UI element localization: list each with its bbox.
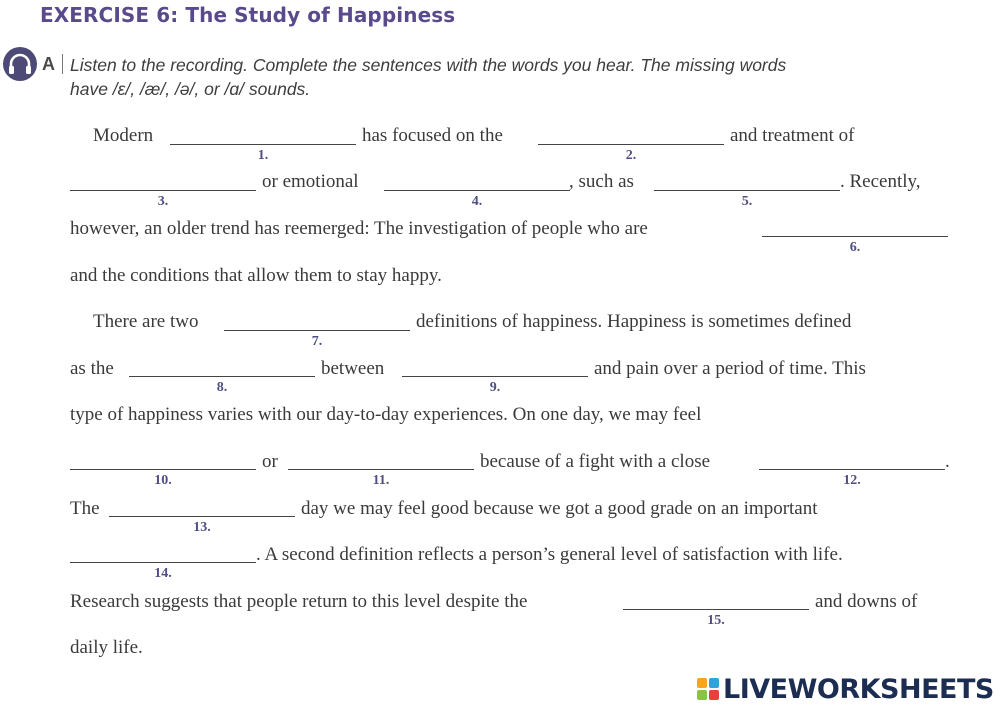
passage-text: between xyxy=(321,358,385,379)
blank-6[interactable] xyxy=(762,236,948,237)
passage-text: definitions of happiness. Happiness is sometimes defined xyxy=(416,311,852,332)
blank-number-15: 15. xyxy=(707,613,725,628)
blank-1[interactable] xyxy=(170,144,356,145)
blank-number-3: 3. xyxy=(157,194,169,209)
passage-text: , such as xyxy=(569,171,634,192)
blank-number-1: 1. xyxy=(257,148,269,163)
logo-icon xyxy=(697,678,719,700)
passage-text: and treatment of xyxy=(730,125,855,146)
blank-number-13: 13. xyxy=(193,520,211,535)
blank-number-5: 5. xyxy=(741,194,753,209)
blank-9[interactable] xyxy=(402,376,588,377)
blank-number-6: 6. xyxy=(849,240,861,255)
blank-12[interactable] xyxy=(759,469,945,470)
passage-text: because of a fight with a close xyxy=(480,451,711,472)
passage-text: The xyxy=(70,498,100,519)
logo-text: LIVEWORKSHEETS xyxy=(723,673,994,705)
blank-8[interactable] xyxy=(129,376,315,377)
blank-number-7: 7. xyxy=(311,334,323,349)
blank-10[interactable] xyxy=(70,469,256,470)
blank-number-10: 10. xyxy=(154,473,172,488)
blank-11[interactable] xyxy=(288,469,474,470)
blank-number-2: 2. xyxy=(625,148,637,163)
blank-5[interactable] xyxy=(654,190,840,191)
passage-text: has focused on the xyxy=(362,125,503,146)
blank-13[interactable] xyxy=(109,516,295,517)
blank-2[interactable] xyxy=(538,144,724,145)
passage-text: and pain over a period of time. This xyxy=(594,358,866,379)
passage-text: . A second definition reflects a person’s general level of satisfaction with life. xyxy=(256,544,843,565)
passage-text: and the conditions that allow them to stay happy. xyxy=(70,265,442,286)
blank-7[interactable] xyxy=(224,330,410,331)
section-letter: A xyxy=(42,54,55,74)
passage-text: or xyxy=(262,451,278,472)
passage-text: or emotional xyxy=(262,171,359,192)
passage-text: . xyxy=(945,451,950,472)
blank-number-12: 12. xyxy=(843,473,861,488)
blank-number-14: 14. xyxy=(154,566,172,581)
blank-15[interactable] xyxy=(623,609,809,610)
passage-text: and downs of xyxy=(815,591,918,612)
blank-number-11: 11. xyxy=(372,473,390,488)
blank-14[interactable] xyxy=(70,562,256,563)
blank-4[interactable] xyxy=(384,190,570,191)
passage-text: day we may feel good because we got a good grade on an important xyxy=(301,498,818,519)
headphones-icon[interactable] xyxy=(3,47,37,81)
instruction-line-1: Listen to the recording. Complete the sentences with the words you hear. The missing words xyxy=(70,55,787,75)
passage-text: type of happiness varies with our day-to-day experiences. On one day, we may feel xyxy=(70,404,702,425)
passage-text: however, an older trend has reemerged: The investigation of people who are xyxy=(70,218,648,239)
section-divider xyxy=(62,54,63,74)
blank-3[interactable] xyxy=(70,190,256,191)
exercise-title: EXERCISE 6: The Study of Happiness xyxy=(40,3,456,27)
passage-text: Research suggests that people return to this level despite the xyxy=(70,591,528,612)
passage-text: daily life. xyxy=(70,637,143,658)
passage-text: as the xyxy=(70,358,114,379)
liveworksheets-logo xyxy=(697,674,994,704)
instruction-line-2: have /ɛ/, /æ/, /ə/, or /ɑ/ sounds. xyxy=(70,79,311,99)
blank-number-4: 4. xyxy=(471,194,483,209)
blank-number-8: 8. xyxy=(216,380,228,395)
passage-text: There are two xyxy=(93,311,199,332)
passage-text: Modern xyxy=(93,125,154,146)
passage-text: . Recently, xyxy=(840,171,921,192)
blank-number-9: 9. xyxy=(489,380,501,395)
